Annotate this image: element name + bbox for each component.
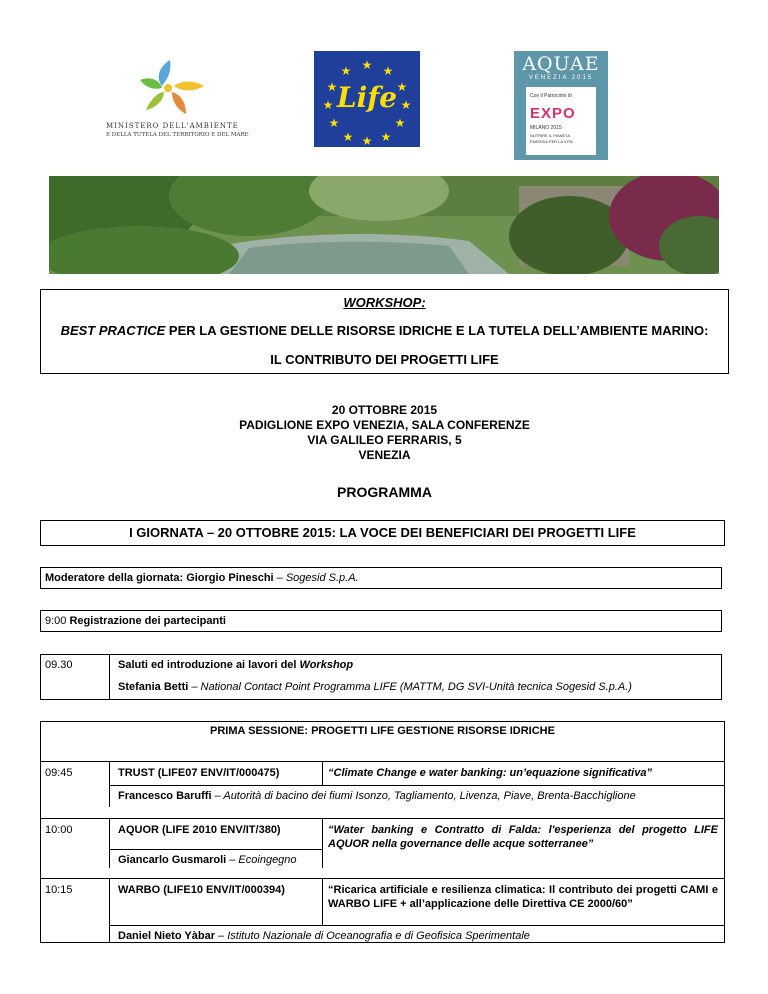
row2-divider-a [109, 818, 110, 868]
day-title: I GIORNATA – 20 OTTOBRE 2015: LA VOCE DEI BENEFICIARI DEI PROGETTI LIFE [129, 525, 636, 540]
row3-divider-a [109, 878, 110, 943]
event-city: VENEZIA [358, 448, 411, 462]
eu-life-logo [314, 51, 420, 147]
aquae-logo [514, 51, 608, 160]
welcome-title-text: Saluti ed introduzione ai lavori del [118, 659, 300, 671]
expo-badge [526, 87, 596, 155]
welcome-title [118, 658, 353, 672]
ministry-subname: E DELLA TUTELA DEL TERRITORIO E DEL MARE [106, 132, 249, 138]
session-item-2-speaker-line [118, 853, 297, 867]
session-item-2-talk: “Water banking e Contratto di Falda: l'esperienza del progetto LIFE AQUOR nella governance delle acque sotterranee” [328, 824, 718, 850]
svg-text:★: ★ [380, 130, 392, 144]
row1-divider-a [109, 761, 110, 807]
session-item-3-affiliation: – Istituto Nazionale di Oceanografia e di Geofisica Sperimentale [215, 930, 530, 942]
session-item-2-project: AQUOR (LIFE 2010 ENV/IT/380) [118, 824, 281, 836]
row1-mid-line [109, 785, 725, 786]
svg-text:★: ★ [400, 98, 412, 112]
svg-text:★: ★ [396, 80, 408, 94]
welcome-speaker: Stefania Betti [118, 681, 189, 693]
session-item-3-speaker: Daniel Nieto Yàbar [118, 930, 215, 942]
session-item-1-project: TRUST (LIFE07 ENV/IT/000475) [118, 767, 280, 779]
moderator-line [45, 571, 359, 585]
workshop-title-rest: PER LA GESTIONE DELLE RISORSE IDRICHE E LA TUTELA DELL’AMBIENTE MARINO: [165, 323, 709, 338]
session-item-3-time: 10:15 [45, 884, 73, 896]
event-venue: PADIGLIONE EXPO VENEZIA, SALA CONFERENZE [239, 418, 530, 432]
svg-text:★: ★ [361, 58, 373, 72]
life-wordmark: Life [336, 81, 398, 114]
row1-top-line [40, 761, 725, 762]
session-item-1-talk: “Climate Change e water banking: un’equazione significativa” [328, 767, 652, 779]
row2-mid-line [109, 849, 322, 850]
workshop-subtitle: IL CONTRIBUTO DEI PROGETTI LIFE [270, 352, 499, 367]
workshop-label: WORKSHOP: [343, 295, 426, 310]
row1-divider-b [322, 761, 323, 785]
welcome-title-italic: Workshop [299, 659, 354, 671]
session-item-1-speaker: Francesco Baruffi [118, 790, 212, 802]
session-item-3-speaker-line [118, 929, 530, 943]
svg-text:★: ★ [394, 116, 406, 130]
event-date: 20 OTTOBRE 2015 [331, 403, 438, 417]
svg-text:★: ★ [326, 80, 338, 94]
row3-top-line [40, 878, 725, 879]
expo-tagline-2: ENERGIA PER LA VITA [530, 139, 573, 144]
svg-text:★: ★ [361, 134, 373, 147]
registration-time: 9:00 [45, 615, 67, 627]
expo-wordmark: EXPO [530, 105, 576, 122]
workshop-title [40, 323, 729, 339]
aquae-title: AQUAE [522, 53, 600, 75]
ministry-logo [100, 52, 250, 142]
session-item-3-project: WARBO (LIFE10 ENV/IT/000394) [118, 884, 285, 896]
row2-top-line [40, 818, 725, 819]
session-item-1-affiliation: – Autorità di bacino dei fiumi Isonzo, Tagliamento, Livenza, Piave, Brenta-Bacchiglione [211, 790, 636, 802]
welcome-divider [109, 654, 110, 700]
row2-divider-b [322, 818, 323, 868]
welcome-speaker-line [118, 680, 632, 694]
moderator-name: Moderatore della giornata: Giorgio Pineschi [45, 572, 274, 584]
session-title: PRIMA SESSIONE: PROGETTI LIFE GESTIONE RISORSE IDRICHE [210, 725, 555, 737]
session-item-1-time: 09:45 [45, 767, 73, 779]
expo-city: MILANO 2015 [530, 125, 562, 131]
session-item-3-talk: “Ricarica artificiale e resilienza climatica: Il contributo dei progetti CAMI e WARBO LIFE + all’applicazione delle Direttiva CE 2000/60” [328, 884, 718, 910]
expo-tagline-1: NUTRIRE IL PIANETA [530, 133, 571, 138]
session-item-2-affiliation: – Ecoingegno [226, 854, 297, 866]
svg-text:★: ★ [382, 64, 394, 78]
moderator-org: – Sogesid S.p.A. [273, 572, 359, 584]
ministry-star-icon [100, 52, 250, 120]
svg-text:★: ★ [342, 130, 354, 144]
aquae-subtitle: VENEZIA 2015 [528, 75, 594, 81]
programma-heading: PROGRAMMA [337, 484, 432, 500]
expo-patronage: Con il Patrocinio di [530, 93, 572, 99]
workshop-title-italic: BEST PRACTICE [60, 323, 166, 338]
ministry-name: MINISTERO DELL'AMBIENTE [106, 122, 239, 130]
session-item-2-speaker: Giancarlo Gusmaroli [118, 854, 227, 866]
event-address: VIA GALILEO FERRARIS, 5 [307, 433, 462, 447]
registration-label: Registrazione dei partecipanti [66, 615, 226, 627]
row3-divider-b [322, 878, 323, 925]
welcome-affiliation: – National Contact Point Programma LIFE (MATTM, DG SVI-Unità tecnica Sogesid S.p.A.) [188, 681, 632, 693]
svg-text:★: ★ [322, 98, 334, 112]
registration-line [45, 614, 226, 628]
welcome-time: 09.30 [45, 659, 73, 671]
session-item-1-speaker-line [118, 789, 636, 803]
row3-mid-line [109, 925, 725, 926]
session-item-2-time: 10:00 [45, 824, 73, 836]
svg-text:★: ★ [340, 64, 352, 78]
svg-text:★: ★ [328, 116, 340, 130]
river-photo [49, 176, 719, 274]
